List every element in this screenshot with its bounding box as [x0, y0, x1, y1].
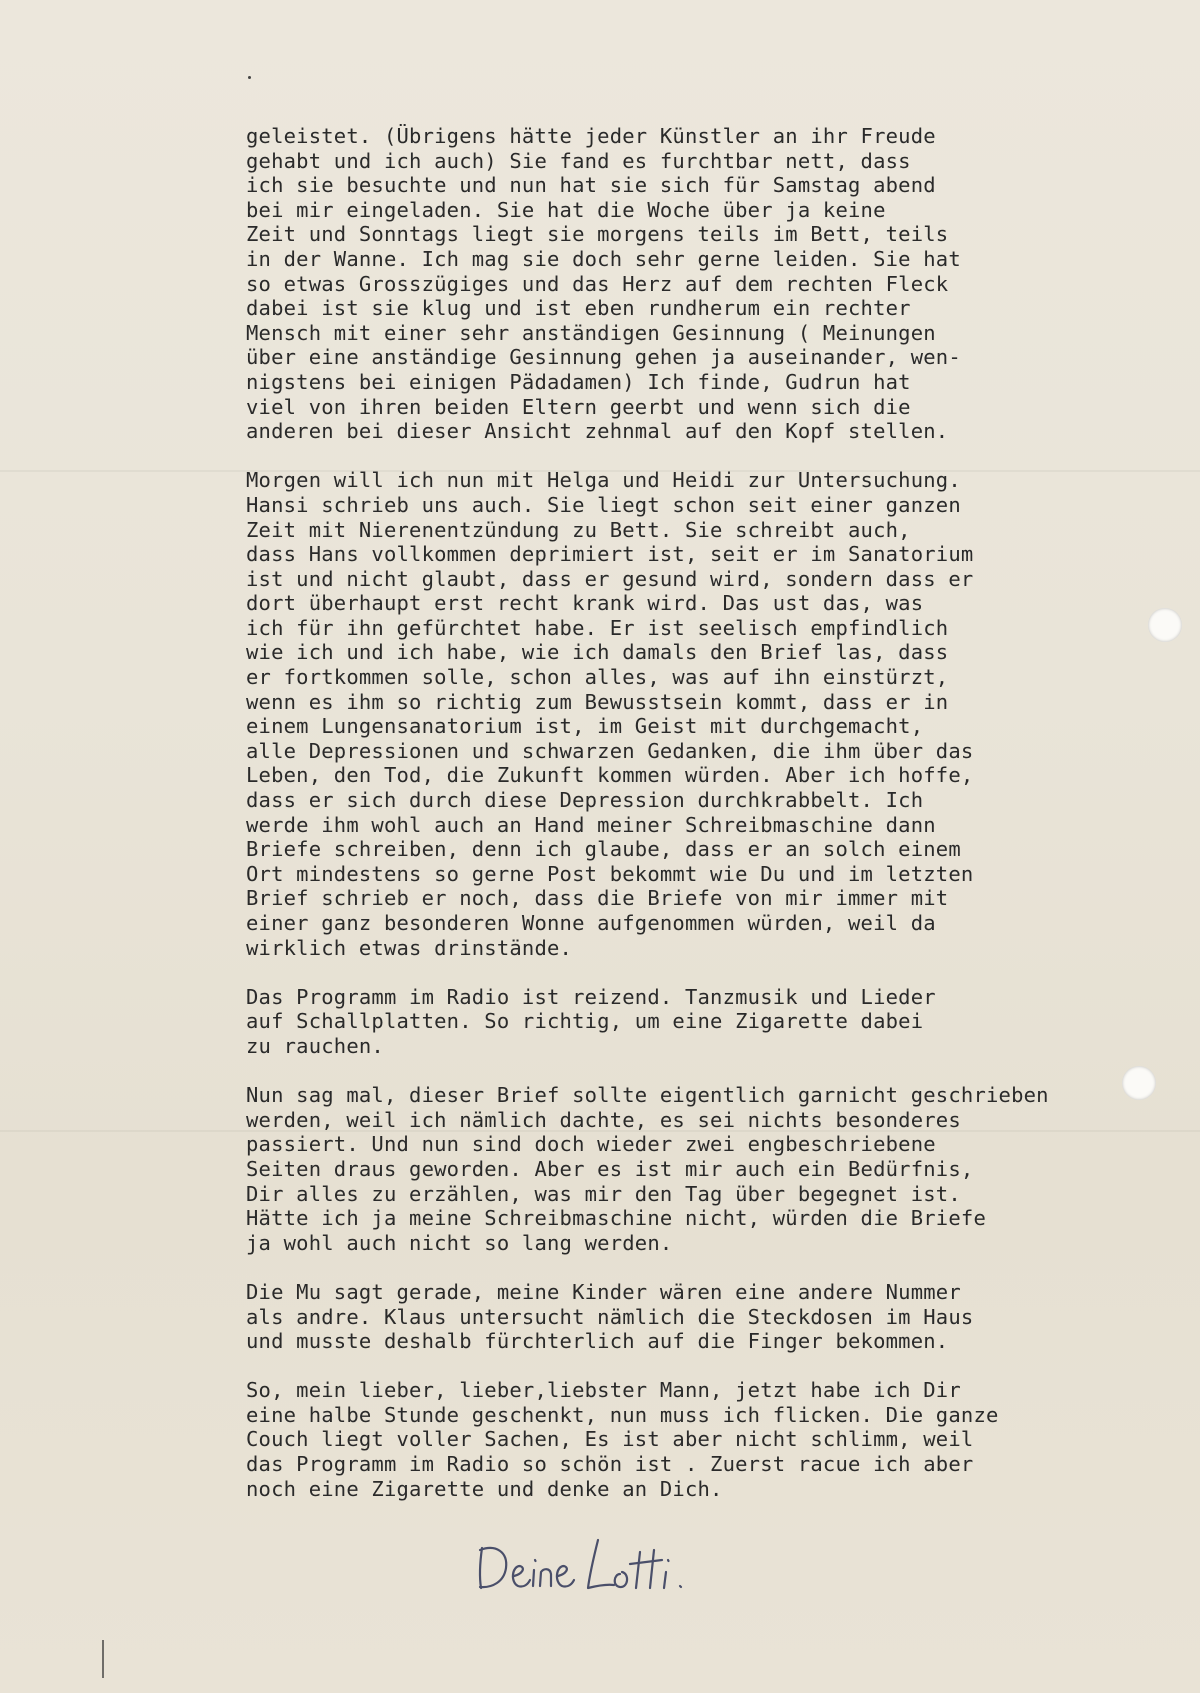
ink-speck — [248, 76, 251, 79]
text-line: einem Lungensanatorium ist, im Geist mit durchgemacht, — [246, 714, 924, 739]
text-line: das Programm im Radio so schön ist . Zuerst racue ich aber — [246, 1452, 974, 1477]
text-line: Mensch mit einer sehr anständigen Gesinnung ( Meinungen — [246, 320, 936, 345]
text-line: So, mein lieber, lieber,liebster Mann, jetzt habe ich Dir — [246, 1378, 961, 1403]
text-line: dabei ist sie klug und ist eben rundherum ein rechter — [246, 296, 911, 321]
text-line: dass er sich durch diese Depression durchkrabbelt. Ich — [246, 788, 924, 813]
paragraph — [246, 124, 1146, 444]
text-line: passiert. Und nun sind doch wieder zwei engbeschriebene — [246, 1132, 936, 1157]
text-line: Die Mu sagt gerade, meine Kinder wären eine andere Nummer — [246, 1279, 961, 1304]
text-line: Dir alles zu erzählen, was mir den Tag über begegnet ist. — [246, 1181, 961, 1206]
text-line: geleistet. (Übrigens hätte jeder Künstler an ihr Freude — [246, 124, 936, 148]
text-line: als andre. Klaus untersucht nämlich die Steckdosen im Haus — [246, 1304, 974, 1329]
typewritten-letter — [246, 124, 1146, 1501]
text-line: ja wohl auch nicht so lang werden. — [246, 1230, 673, 1255]
text-line: einer ganz besonderen Wonne aufgenommen würden, weil da — [246, 911, 936, 935]
text-line: in der Wanne. Ich mag sie doch sehr gerne leiden. Sie hat — [246, 246, 961, 271]
text-line: so etwas Grosszügiges und das Herz auf dem rechten Fleck — [246, 271, 949, 296]
text-line: dort überhaupt erst recht krank wird. Das ust das, was — [246, 591, 924, 616]
margin-pencil-mark — [102, 1640, 104, 1678]
paragraph — [246, 1280, 1146, 1354]
text-line: Hansi schrieb uns auch. Sie liegt schon seit einer ganzen — [246, 492, 961, 517]
text-line: werde ihm wohl auch an Hand meiner Schreibmaschine dann — [246, 812, 936, 837]
text-line: über eine anständige Gesinnung gehen ja auseinander, wen- — [246, 345, 961, 370]
text-line: gehabt und ich auch) Sie fand es furchtbar nett, dass — [246, 148, 911, 173]
text-line: wenn es ihm so richtig zum Bewusstsein kommt, dass er in — [246, 689, 949, 714]
paragraph — [246, 1378, 1146, 1501]
text-line: bei mir eingeladen. Sie hat die Woche über ja keine — [246, 197, 886, 222]
text-line: noch eine Zigarette und denke an Dich. — [246, 1476, 723, 1501]
text-line: und musste deshalb fürchterlich auf die Finger bekommen. — [246, 1329, 949, 1354]
paragraph — [246, 468, 1146, 960]
text-line: Brief schrieb er noch, dass die Briefe von mir immer mit — [246, 886, 949, 911]
text-line: wie ich und ich habe, wie ich damals den Brief las, dass — [246, 640, 949, 665]
text-line: alle Depressionen und schwarzen Gedanken, die ihm über das — [246, 738, 974, 763]
handwritten-signature — [470, 1530, 720, 1600]
text-line: nigstens bei einigen Pädadamen) Ich finde, Gudrun hat — [246, 369, 911, 394]
text-line: auf Schallplatten. So richtig, um eine Zigarette dabei — [246, 1009, 924, 1034]
text-line: Seiten draus geworden. Aber es ist mir auch ein Bedürfnis, — [246, 1156, 974, 1181]
text-line: ich sie besuchte und nun hat sie sich für Samstag abend — [246, 173, 936, 198]
text-line: er fortkommen solle, schon alles, was auf ihn einstürzt, — [246, 665, 949, 690]
text-line: Ort mindestens so gerne Post bekommt wie Du und im letzten — [246, 861, 974, 886]
text-line: werden, weil ich nämlich dachte, es sei nichts besonderes — [246, 1107, 961, 1132]
paragraph — [246, 985, 1146, 1059]
text-line: Das Programm im Radio ist reizend. Tanzmusik und Lieder — [246, 984, 936, 1009]
text-line: Leben, den Tod, die Zukunft kommen würden. Aber ich hoffe, — [246, 763, 974, 788]
punch-hole — [1148, 608, 1182, 642]
text-line: Briefe schreiben, denn ich glaube, dass er an solch einem — [246, 837, 961, 862]
paragraph — [246, 1083, 1146, 1255]
text-line: wirklich etwas drinstände. — [246, 935, 573, 960]
text-line: viel von ihren beiden Eltern geerbt und wenn sich die — [246, 394, 911, 419]
text-line: ich für ihn gefürchtet habe. Er ist seelisch empfindlich — [246, 615, 949, 640]
text-line: eine halbe Stunde geschenkt, nun muss ich flicken. Die ganze — [246, 1402, 999, 1427]
text-line: Couch liegt voller Sachen, Es ist aber nicht schlimm, weil — [246, 1427, 974, 1452]
text-line: dass Hans vollkommen deprimiert ist, seit er im Sanatorium — [246, 542, 974, 567]
text-line: Zeit mit Nierenentzündung zu Bett. Sie schreibt auch, — [246, 517, 911, 542]
text-line: Morgen will ich nun mit Helga und Heidi zur Untersuchung. — [246, 468, 961, 493]
text-line: zu rauchen. — [246, 1033, 384, 1058]
text-line: Zeit und Sonntags liegt sie morgens teils im Bett, teils — [246, 222, 949, 247]
text-line: Nun sag mal, dieser Brief sollte eigentlich garnicht geschrieben — [246, 1083, 1049, 1108]
text-line: ist und nicht glaubt, dass er gesund wird, sondern dass er — [246, 566, 974, 591]
text-line: anderen bei dieser Ansicht zehnmal auf den Kopf stellen. — [246, 419, 949, 444]
text-line: Hätte ich ja meine Schreibmaschine nicht, würden die Briefe — [246, 1206, 986, 1231]
